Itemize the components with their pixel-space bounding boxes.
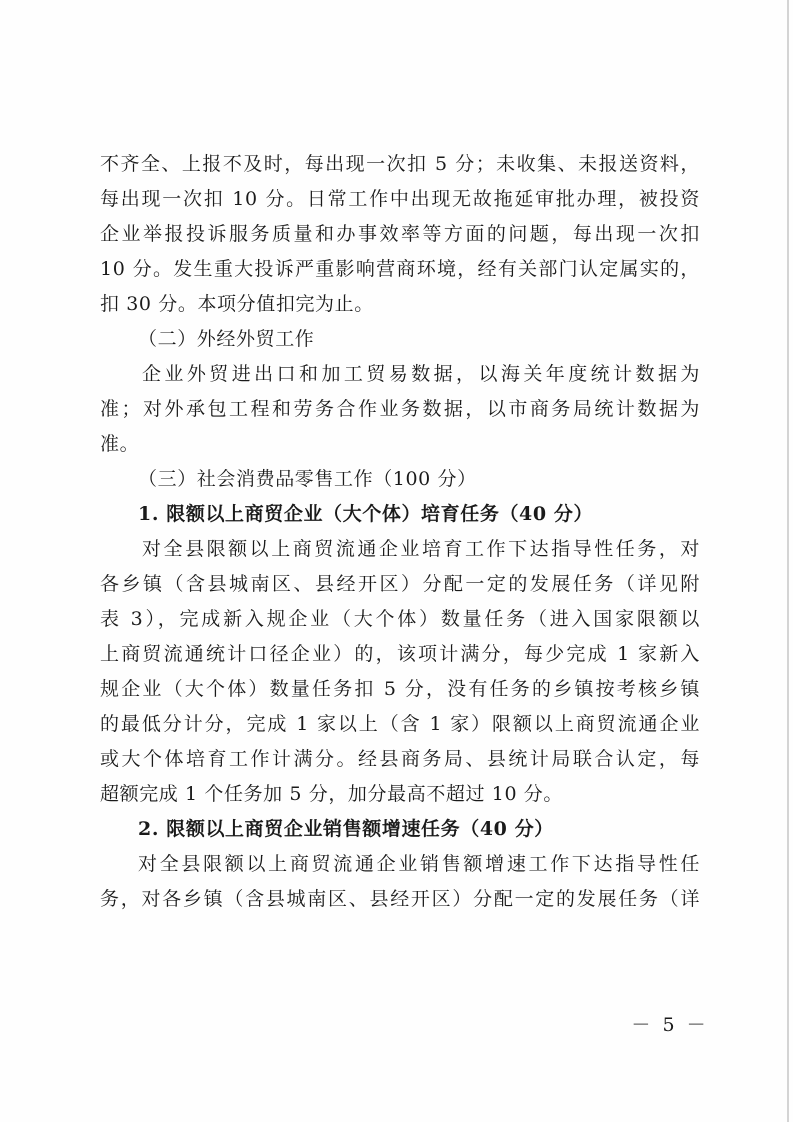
paragraph-line: 表 3），完成新入规企业（大个体）数量任务（进入国家限额以 <box>100 608 700 630</box>
paragraph-line: 务，对各乡镇（含县城南区、县经开区）分配一定的发展任务（详 <box>100 888 700 910</box>
scan-edge-shadow <box>787 0 789 1122</box>
paragraph-line: 准；对外承包工程和劳务合作业务数据，以市商务局统计数据为 <box>100 398 700 420</box>
paragraph-line: 不齐全、上报不及时，每出现一次扣 5 分；未收集、未报送资料， <box>100 153 700 175</box>
paragraph-line: 或大个体培育工作计满分。经县商务局、县统计局联合认定，每 <box>100 748 700 770</box>
body-text <box>100 147 700 917</box>
paragraph-line: 上商贸流通统计口径企业）的，该项计满分，每少完成 1 家新入 <box>100 643 700 665</box>
paragraph-line: 扣 30 分。本项分值扣完为止。 <box>100 293 374 315</box>
paragraph-line: 对全县限额以上商贸流通企业培育工作下达指导性任务，对 <box>142 538 700 560</box>
paragraph-line: 规企业（大个体）数量任务扣 5 分，没有任务的乡镇按考核乡镇 <box>100 678 700 700</box>
paragraph-line: 企业外贸进出口和加工贸易数据，以海关年度统计数据为 <box>142 363 700 385</box>
section-heading: （二）外经外贸工作 <box>138 328 315 350</box>
paragraph-line: 每出现一次扣 10 分。日常工作中出现无故拖延审批办理，被投资 <box>100 188 700 210</box>
subsection-heading: 2. 限额以上商贸企业销售额增速任务（40 分） <box>138 818 554 840</box>
paragraph-line: 的最低分计分，完成 1 家以上（含 1 家）限额以上商贸流通企业 <box>100 713 700 735</box>
section-heading: （三）社会消费品零售工作（100 分） <box>138 468 477 490</box>
paragraph-line: 准。 <box>100 433 140 455</box>
subsection-heading: 1. 限额以上商贸企业（大个体）培育任务（40 分） <box>138 503 594 525</box>
paragraph-line: 企业举报投诉服务质量和办事效率等方面的问题，每出现一次扣 <box>100 223 700 245</box>
paragraph-line: 10 分。发生重大投诉严重影响营商环境，经有关部门认定属实的， <box>100 258 700 280</box>
paragraph-line: 各乡镇（含县城南区、县经开区）分配一定的发展任务（详见附 <box>100 573 700 595</box>
paragraph-line: 超额完成 1 个任务加 5 分，加分最高不超过 10 分。 <box>100 783 563 805</box>
paragraph-line: 对全县限额以上商贸流通企业销售额增速工作下达指导性任 <box>138 853 700 875</box>
page-number: － 5 － <box>631 1014 709 1036</box>
